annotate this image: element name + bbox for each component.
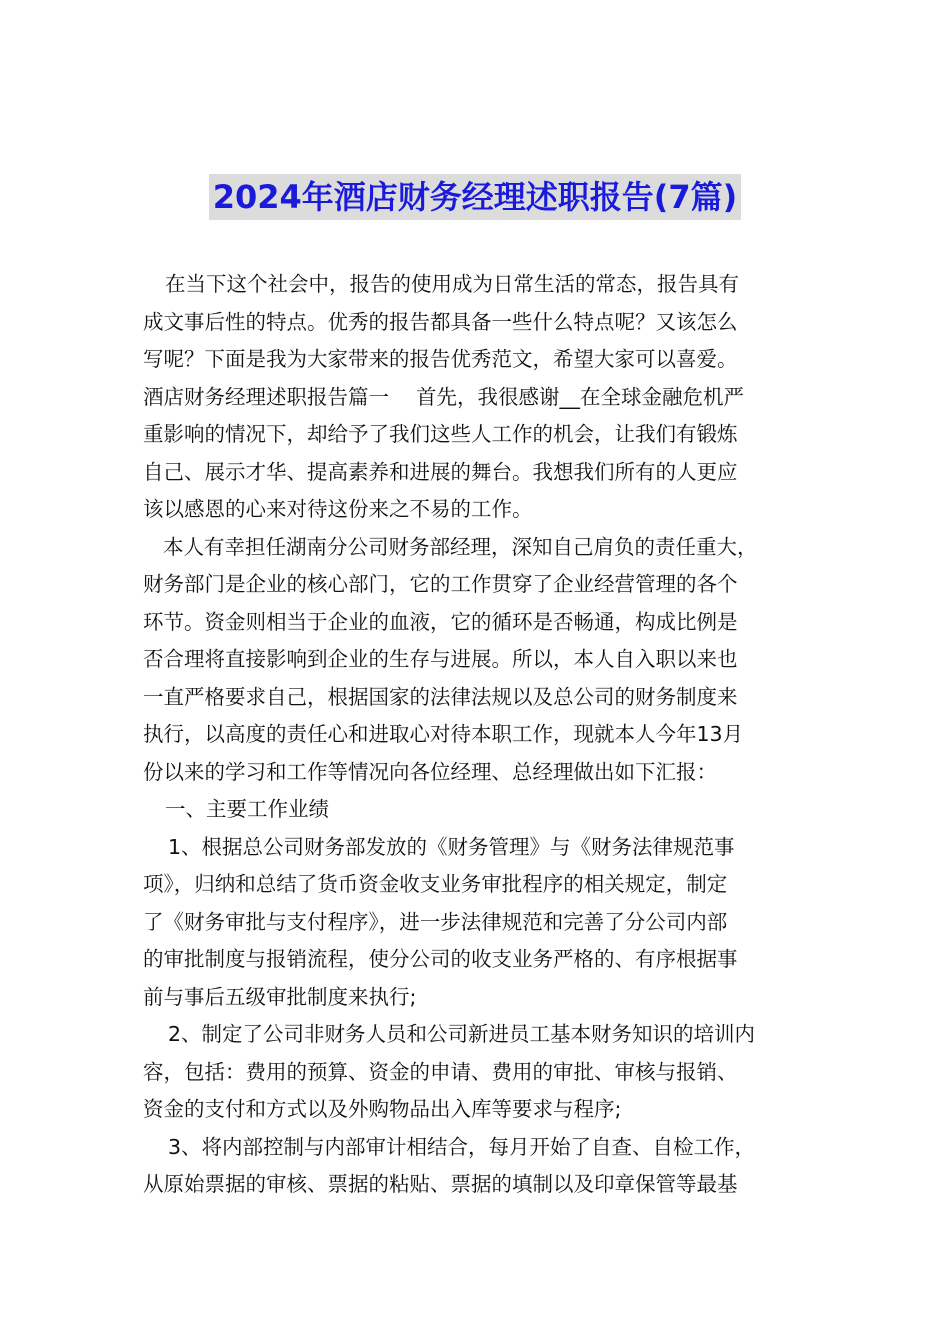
body-line: 前与事后五级审批制度来执行; [143,984,417,1009]
body-line: 份以来的学习和工作等情况向各位经理、总经理做出如下汇报： [143,759,717,784]
document-body [143,266,815,1204]
body-line: 2、制定了公司非财务人员和公司新进员工基本财务知识的培训内 [168,1022,756,1046]
section-heading: 一、主要工作业绩 [165,797,329,821]
body-line: 环节。资金则相当于企业的血液，它的循环是否畅通，构成比例是 [143,609,738,634]
body-line: 成文事后性的特点。优秀的报告都具备一些什么特点呢？又该怎么 [143,309,738,334]
body-line: 该以感恩的心来对待这份来之不易的工作。 [143,497,533,521]
body-line: 执行，以高度的责任心和进取心对待本职工作，现就本人今年13月 [143,722,744,746]
body-line: 酒店财务经理述职报告篇一 首先，我很感谢__在全球金融危机严 [143,384,745,409]
body-line: 否合理将直接影响到企业的生存与进展。所以，本人自入职以来也 [143,647,738,671]
title-container [0,174,950,220]
body-line: 本人有幸担任湖南分公司财务部经理，深知自己肩负的责任重大， [163,534,758,559]
body-line: 财务部门是企业的核心部门，它的工作贯穿了企业经营管理的各个 [143,572,738,596]
body-line: 重影响的情况下，却给予了我们这些人工作的机会，让我们有锻炼 [143,422,738,446]
body-line: 容，包括：费用的预算、资金的申请、费用的审批、审核与报销、 [143,1059,738,1084]
body-line: 项》，归纳和总结了货币资金收支业务审批程序的相关规定，制定 [143,872,728,896]
body-line: 自己、展示才华、提高素养和进展的舞台。我想我们所有的人更应 [143,459,738,484]
body-line: 写呢？下面是我为大家带来的报告优秀范文，希望大家可以喜爱。 [143,347,738,371]
body-line: 的审批制度与报销流程，使分公司的收支业务严格的、有序根据事 [143,947,738,971]
body-line: 一直严格要求自己，根据国家的法律法规以及总公司的财务制度来 [143,684,738,709]
document-title: 2024年酒店财务经理述职报告(7篇) [209,174,742,220]
body-line: 资金的支付和方式以及外购物品出入库等要求与程序; [143,1097,622,1121]
body-line: 1、根据总公司财务部发放的《财务管理》与《财务法律规范事 [168,834,735,859]
body-line: 3、将内部控制与内部审计相结合，每月开始了自查、自检工作， [168,1134,756,1159]
body-line: 在当下这个社会中，报告的使用成为日常生活的常态，报告具有 [165,272,739,296]
body-line: 了《财务审批与支付程序》，进一步法律规范和完善了分公司内部 [143,909,728,934]
body-line: 从原始票据的审核、票据的粘贴、票据的填制以及印章保管等最基 [143,1172,738,1196]
